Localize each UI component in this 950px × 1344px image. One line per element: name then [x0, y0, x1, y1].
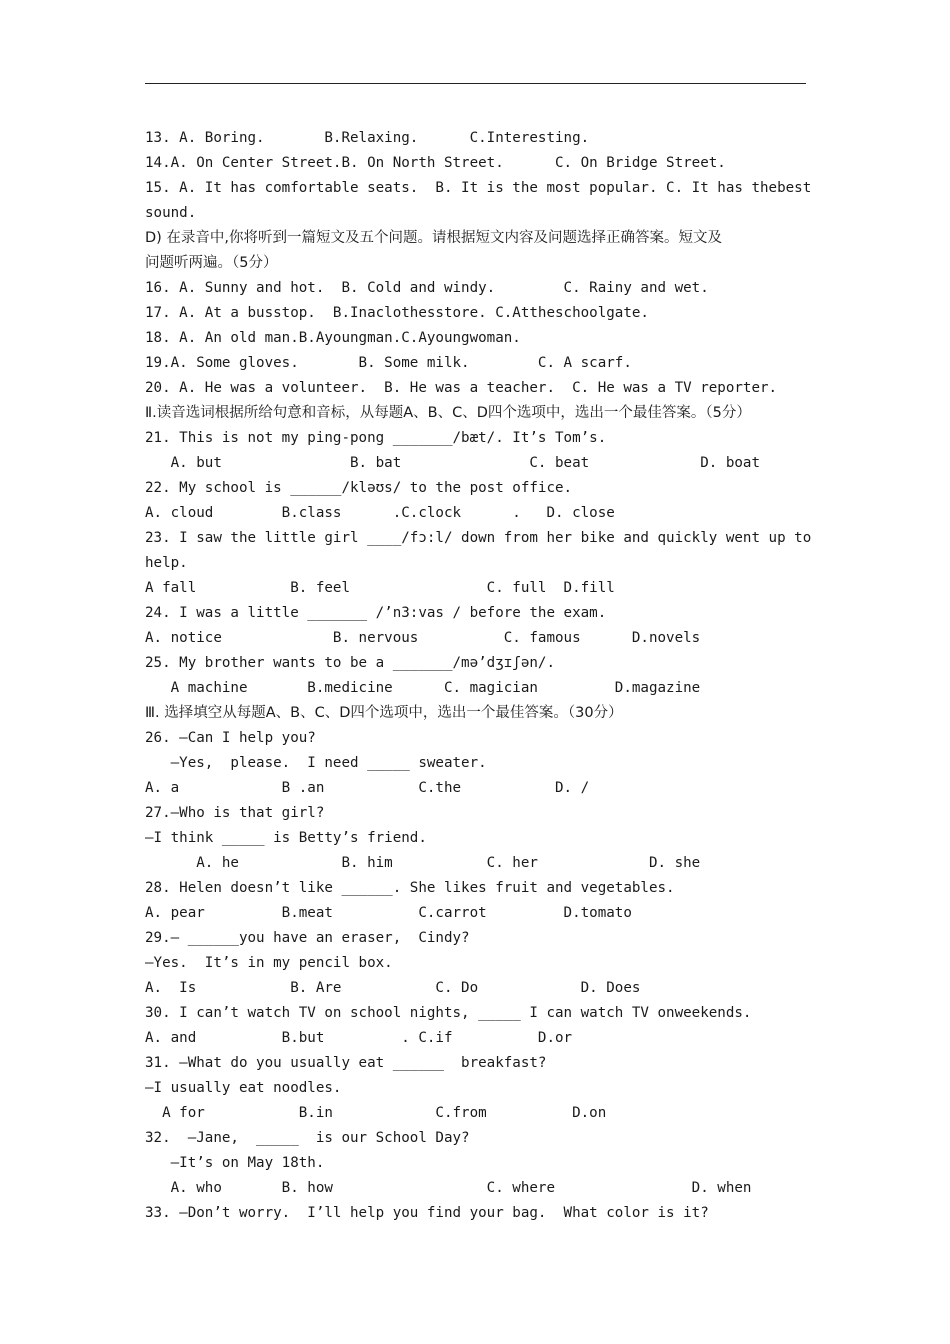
question-18-options: 18. A. An old man.B.Ayoungman.C.Ayoungwoman.: [145, 330, 521, 346]
question-28-options: A. pear B.meat C.carrot D.tomato: [145, 905, 632, 921]
question-25-options: A machine B.medicine C. magician D.magazine: [145, 680, 701, 696]
question-15-options-cont: sound.: [145, 205, 197, 221]
question-24-options: A. notice B. nervous C. famous D.novels: [145, 630, 701, 646]
question-22-options: A. cloud B.class .C.clock . D. close: [145, 505, 615, 521]
question-32-options: A. who B. how C. where D. when: [145, 1180, 752, 1196]
question-27-stem: 27.—Who is that girl?: [145, 805, 325, 821]
question-21-stem: 21. This is not my ping-pong _______/bæt/. It’s Tom’s.: [145, 430, 607, 446]
question-24-stem: 24. I was a little _______ /’n3:vas / before the exam.: [145, 605, 607, 621]
question-30-options: A. and B.but . C.if D.or: [145, 1030, 573, 1046]
question-31-reply: —I usually eat noodles.: [145, 1080, 342, 1096]
question-14-options: 14.A. On Center Street.B. On North Street. C. On Bridge Street.: [145, 155, 726, 171]
question-30-stem: 30. I can’t watch TV on school nights, _____ I can watch TV onweekends.: [145, 1005, 752, 1021]
question-23-stem-cont: help.: [145, 555, 188, 571]
question-29-stem: 29.— ______you have an eraser, Cindy?: [145, 930, 470, 946]
question-33-stem: 33. —Don’t worry. I’ll help you find your bag. What color is it?: [145, 1205, 709, 1221]
question-28-stem: 28. Helen doesn’t like ______. She likes fruit and vegetables.: [145, 880, 675, 896]
question-17-options: 17. A. At a busstop. B.Inaclothesstore. C.Attheschoolgate.: [145, 305, 649, 321]
question-29-reply: —Yes. It’s in my pencil box.: [145, 955, 393, 971]
header-rule: [145, 83, 806, 84]
question-19-options: 19.A. Some gloves. B. Some milk. C. A scarf.: [145, 355, 632, 371]
question-21-options: A. but B. bat C. beat D. boat: [145, 455, 760, 471]
question-25-stem: 25. My brother wants to be a _______/mə’dʒɪʃən/.: [145, 655, 555, 671]
section-3-heading: Ⅲ. 选择填空从每题A、B、C、D四个选项中，选出一个最佳答案。（30分）: [145, 705, 623, 721]
question-22-stem: 22. My school is ______/kləʊs/ to the post office.: [145, 480, 573, 496]
question-20-options: 20. A. He was a volunteer. B. He was a teacher. C. He was a TV reporter.: [145, 380, 778, 396]
question-31-stem: 31. —What do you usually eat ______ breakfast?: [145, 1055, 547, 1071]
question-29-options: A. Is B. Are C. Do D. Does: [145, 980, 641, 996]
question-16-options: 16. A. Sunny and hot. B. Cold and windy. C. Rainy and wet.: [145, 280, 709, 296]
section-d-instructions: D) 在录音中,你将听到一篇短文及五个问题。请根据短文内容及问题选择正确答案。短文及: [145, 230, 723, 246]
question-27-options: A. he B. him C. her D. she: [145, 855, 701, 871]
question-32-stem: 32. —Jane, _____ is our School Day?: [145, 1130, 470, 1146]
section-2-heading: Ⅱ.读音选词根据所给句意和音标，从每题A、B、C、D四个选项中，选出一个最佳答案。（5分）: [145, 405, 751, 421]
question-23-options: A fall B. feel C. full D.fill: [145, 580, 615, 596]
section-d-instructions-cont: 问题听两遍。（5分）: [145, 255, 278, 271]
exam-page-content: [145, 126, 815, 1226]
question-13-options: 13. A. Boring. B.Relaxing. C.Interesting.: [145, 130, 590, 146]
question-27-reply: —I think _____ is Betty’s friend.: [145, 830, 427, 846]
question-23-stem: 23. I saw the little girl ____/fɔ:l/ down from her bike and quickly went up to: [145, 530, 812, 546]
question-26-stem: 26. —Can I help you?: [145, 730, 316, 746]
question-26-reply: —Yes, please. I need _____ sweater.: [145, 755, 487, 771]
question-26-options: A. a B .an C.the D. /: [145, 780, 590, 796]
question-15-options: 15. A. It has comfortable seats. B. It is the most popular. C. It has thebest: [145, 180, 812, 196]
question-31-options: A for B.in C.from D.on: [145, 1105, 607, 1121]
question-32-reply: —It’s on May 18th.: [145, 1155, 325, 1171]
